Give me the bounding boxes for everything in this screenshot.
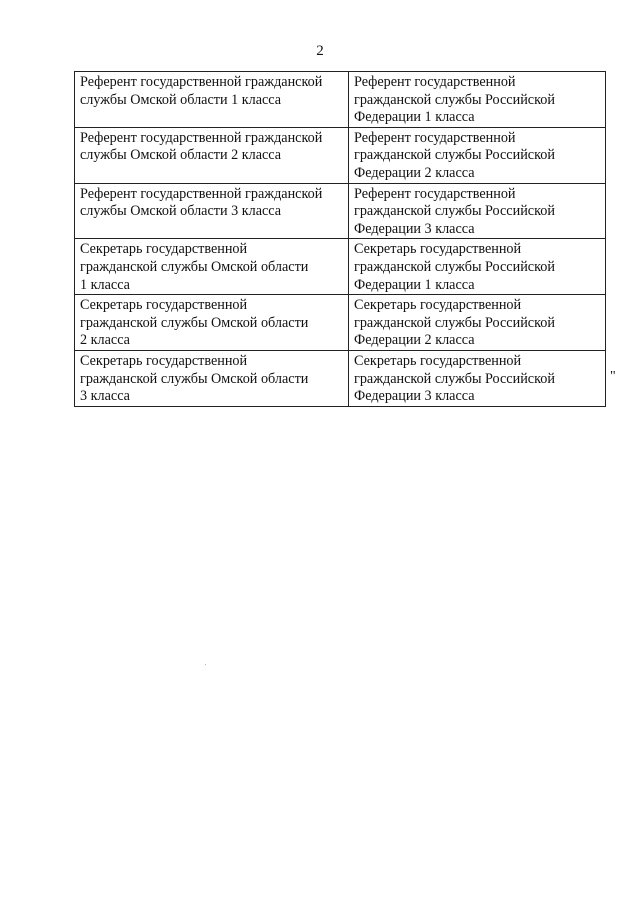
table-row [75,295,606,351]
regional-rank-cell [75,239,349,295]
regional-rank-cell [75,72,349,128]
regional-rank-text: Секретарь государственной гражданской службы Омской области 2 класса [80,297,309,349]
federal-rank-text: Референт государственной гражданской службы Российской Федерации 1 класса [354,74,555,126]
regional-rank-cell [75,295,349,351]
page-number: 2 [316,43,324,59]
federal-rank-text: Референт государственной гражданской службы Российской Федерации 2 класса [354,129,555,181]
regional-rank-text: Референт государственной гражданской службы Омской области 3 класса [80,185,323,220]
regional-rank-cell [75,127,349,183]
regional-rank-text: Референт государственной гражданской службы Омской области 1 класса [80,74,323,108]
federal-rank-cell [349,72,606,128]
class-rank-correspondence-table [74,71,606,407]
federal-rank-text: Референт государственной гражданской службы Российской Федерации 3 класса [354,185,555,237]
federal-rank-cell [349,295,606,351]
federal-rank-cell [349,350,606,406]
closing-quote-mark: " [610,369,616,384]
regional-rank-text: Секретарь государственной гражданской службы Омской области 1 класса [80,241,309,293]
federal-rank-text: Секретарь государственной гражданской службы Российской Федерации 2 класса [354,297,555,349]
regional-rank-cell [75,350,349,406]
regional-rank-cell [75,183,349,239]
table-row [75,127,606,183]
federal-rank-text: Секретарь государственной гражданской службы Российской Федерации 1 класса [354,241,555,293]
table-row [75,350,606,406]
table-row [75,239,606,295]
table-row [75,72,606,128]
regional-rank-text: Референт государственной гражданской службы Омской области 2 класса [80,129,323,164]
regional-rank-text: Секретарь государственной гражданской службы Омской области 3 класса [80,352,309,405]
table-row [75,183,606,239]
federal-rank-cell [349,183,606,239]
scan-speck [205,664,206,665]
federal-rank-cell [349,239,606,295]
federal-rank-text: Секретарь государственной гражданской службы Российской Федерации 3 класса [354,352,555,405]
federal-rank-cell [349,127,606,183]
